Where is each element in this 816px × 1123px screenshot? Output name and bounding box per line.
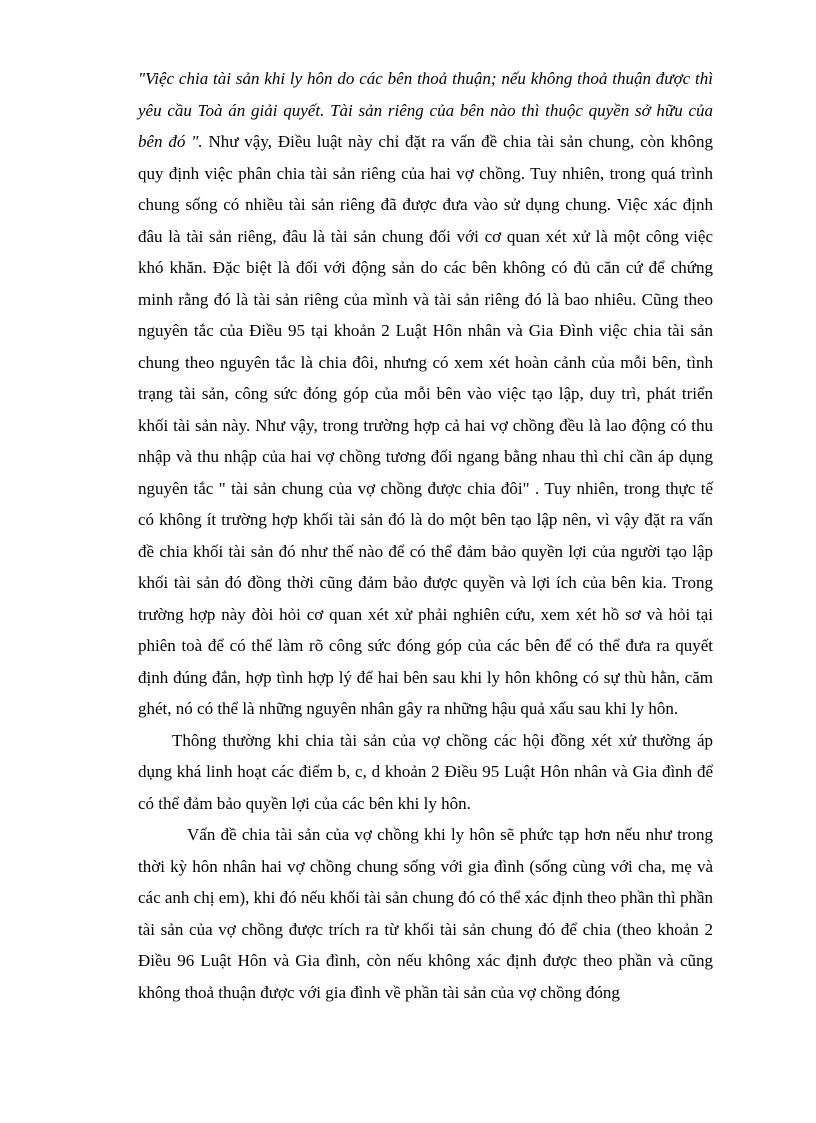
paragraph-1-text: Như vậy, Điều luật này chỉ đặt ra vấn đề chia tài sản chung, còn không quy định việc phân chia tài sản riêng của hai vợ chồng. Tuy nhiên, trong quá trình chung sống có nhiều tài sản riêng đã được đưa vào sử dụng chung. Việc xác định đâu là tài sản riêng, đâu là tài sản chung đối với cơ quan xét xử là một công việc khó khăn. Đặc biệt là đối với động sản do các bên không có đủ căn cứ để chứng minh rằng đó là tài sản riêng của mình và tài sản riêng đó là bao nhiêu. Cũng theo nguyên tắc của Điều 95 tại khoản 2 Luật Hôn nhân và Gia Đình việc chia tài sản chung theo nguyên tắc là chia đôi, nhưng có xem xét hoàn cảnh của mỗi bên, tình trạng tài sản, công sức đóng góp của mỗi bên vào việc tạo lập, duy trì, phát triển khối tài sản này. Như vậy, trong trường hợp cả hai vợ chồng đều là lao động có thu nhập và thu nhập của hai vợ chồng tương đối ngang bằng nhau thì chỉ cần áp dụng nguyên tắc " tài sản chung của vợ chồng được chia đôi" . Tuy nhiên, trong thực tế có không ít trường hợp khối tài sản đó là do một bên tạo lập nên, vì vậy đặt ra vấn đề chia khối tài sản đó như thế nào để có thể đảm bảo quyền lợi của người tạo lập khối tài sản đó đồng thời cũng đảm bảo được quyền và lợi ích của bên kia. Trong trường hợp này đòi hỏi cơ quan xét xử phải nghiên cứu, xem xét hồ sơ và hỏi tại phiên toà để có thể làm rõ công sức đóng góp của các bên để có thể đưa ra quyết định đúng đắn, hợp tình hợp lý để hai bên sau khi ly hôn không có sự thù hằn, căm ghét, nó có thể là những nguyên nhân gây ra những hậu quả xấu sau khi ly hôn. bbox=[138, 132, 713, 718]
paragraph-1 bbox=[138, 63, 713, 725]
document-body bbox=[138, 63, 713, 1008]
paragraph-3: Vấn đề chia tài sản của vợ chồng khi ly hôn sẽ phức tạp hơn nếu như trong thời kỳ hôn nhân hai vợ chồng chung sống với gia đình (sống cùng với cha, mẹ và các anh chị em), khi đó nếu khối tài sản chung đó có thể xác định theo phần thì phần tài sản của vợ chồng được trích ra từ khối tài sản chung đó để chia (theo khoản 2 Điều 96 Luật Hôn và Gia đình, còn nếu không xác định được theo phần và cũng không thoả thuận được với gia đình về phần tài sản của vợ chồng đóng bbox=[138, 825, 714, 1002]
paragraph-2: Thông thường khi chia tài sản của vợ chồng các hội đồng xét xử thường áp dụng khá linh hoạt các điểm b, c, d khoản 2 Điều 95 Luật Hôn nhân và Gia đình để có thể đảm bảo quyền lợi của các bên khi ly hôn. bbox=[138, 730, 713, 813]
legal-quote: "Việc chia tài sản khi ly hôn do các bên thoả thuận; nếu không thoả thuận được thì yêu cầu Toà án giải quyết. Tài sản riêng của bên nào thì thuộc quyền sở hữu của bên đó ". bbox=[138, 69, 713, 151]
